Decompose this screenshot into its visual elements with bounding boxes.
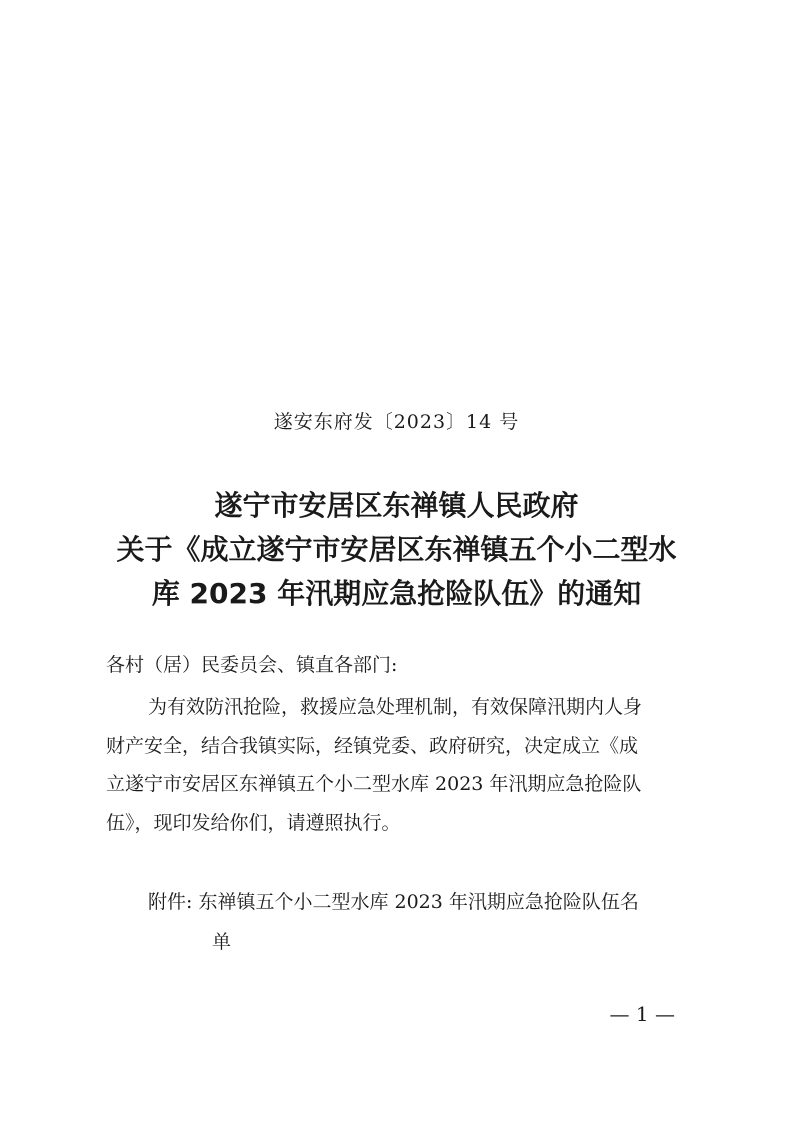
attachment-note bbox=[148, 882, 696, 962]
recipient-line: 各村（居）民委员会、镇直各部门: bbox=[106, 654, 398, 676]
attachment-line-1: 附件: 东禅镇五个小二型水库 2023 年汛期应急抢险队伍名 bbox=[148, 891, 639, 913]
body-line-1: 为有效防汛抢险，救援应急处理机制，有效保障汛期内人身 bbox=[148, 696, 643, 718]
body-paragraph bbox=[106, 688, 696, 842]
document-number: 遂安东府发〔2023〕14 号 bbox=[273, 411, 520, 433]
body-line-2: 财产安全，结合我镇实际，经镇党委、政府研究，决定成立《成 bbox=[106, 734, 639, 757]
attachment-line-2: 单 bbox=[212, 931, 232, 953]
body-line-3: 立遂宁市安居区东禅镇五个小二型水库 2023 年汛期应急抢险队 bbox=[106, 773, 642, 795]
title-line-3: 库 2023 年汛期应急抢险队伍》的通知 bbox=[151, 577, 642, 610]
document-title bbox=[100, 484, 693, 616]
page-number: — 1 — bbox=[609, 1002, 675, 1026]
title-line-1: 遂宁市安居区东禅镇人民政府 bbox=[214, 489, 579, 522]
body-line-4: 伍》，现印发给你们，请遵照执行。 bbox=[106, 811, 401, 834]
title-line-2: 关于《成立遂宁市安居区东禅镇五个小二型水 bbox=[116, 533, 677, 566]
